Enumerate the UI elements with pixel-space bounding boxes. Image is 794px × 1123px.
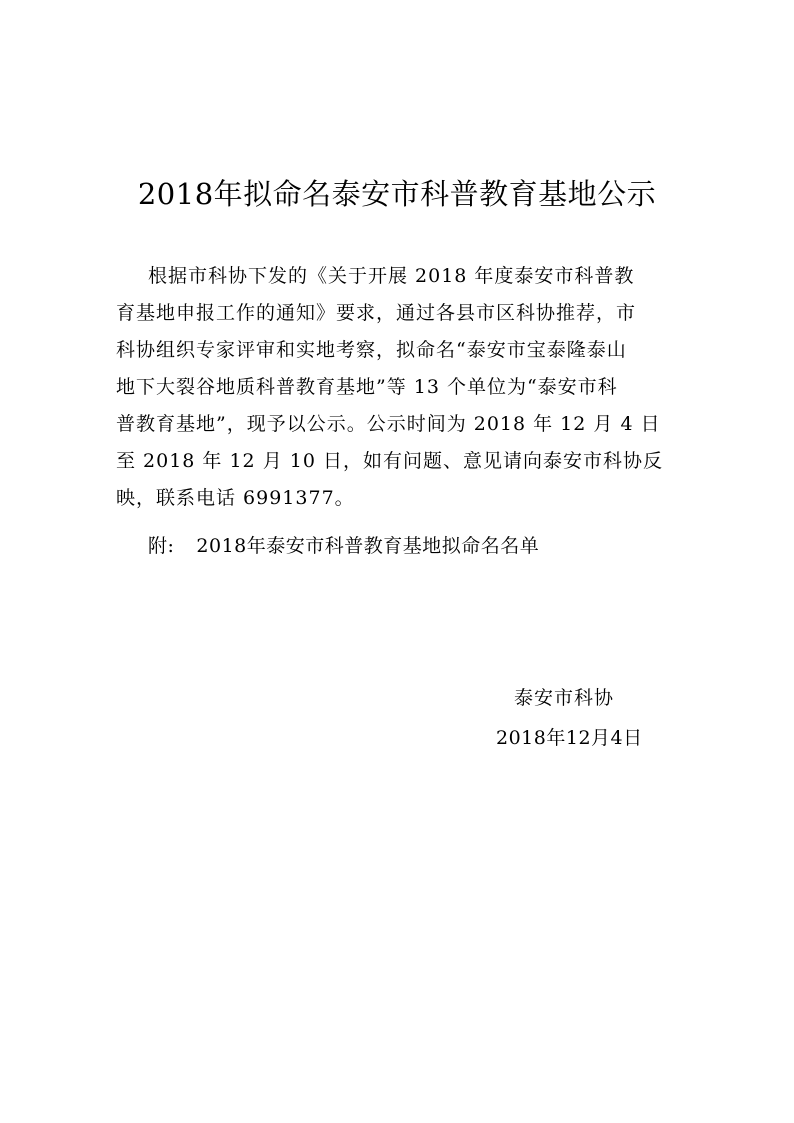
attachment-label: 附: xyxy=(148,535,175,557)
body-line-1: 根据市科协下发的《关于开展 2018 年度泰安市科普教 xyxy=(148,265,635,287)
body-line-5: 普教育基地”，现予以公示。公示时间为 2018 年 12 月 4 日 xyxy=(116,413,661,435)
body-line-4: 地下大裂谷地质科普教育基地”等 13 个单位为“泰安市科 xyxy=(116,376,618,398)
signature-date: 2018年12月4日 xyxy=(496,727,643,749)
body-line-6: 至 2018 年 12 月 10 日，如有问题、意见请向泰安市科协反 xyxy=(116,450,663,472)
signature-organization: 泰安市科协 xyxy=(514,687,615,709)
attachment-line xyxy=(148,532,539,560)
attachment-text: 2018年泰安市科普教育基地拟命名名单 xyxy=(196,535,540,557)
body-line-2: 育基地申报工作的通知》要求，通过各县市区科协推荐，市 xyxy=(116,302,637,324)
document-title: 2018年拟命名泰安市科普教育基地公示 xyxy=(137,177,657,211)
body-line-7: 映，联系电话 6991377。 xyxy=(116,487,355,509)
body-line-3: 科协组织专家评审和实地考察，拟命名“泰安市宝泰隆泰山 xyxy=(116,339,627,361)
